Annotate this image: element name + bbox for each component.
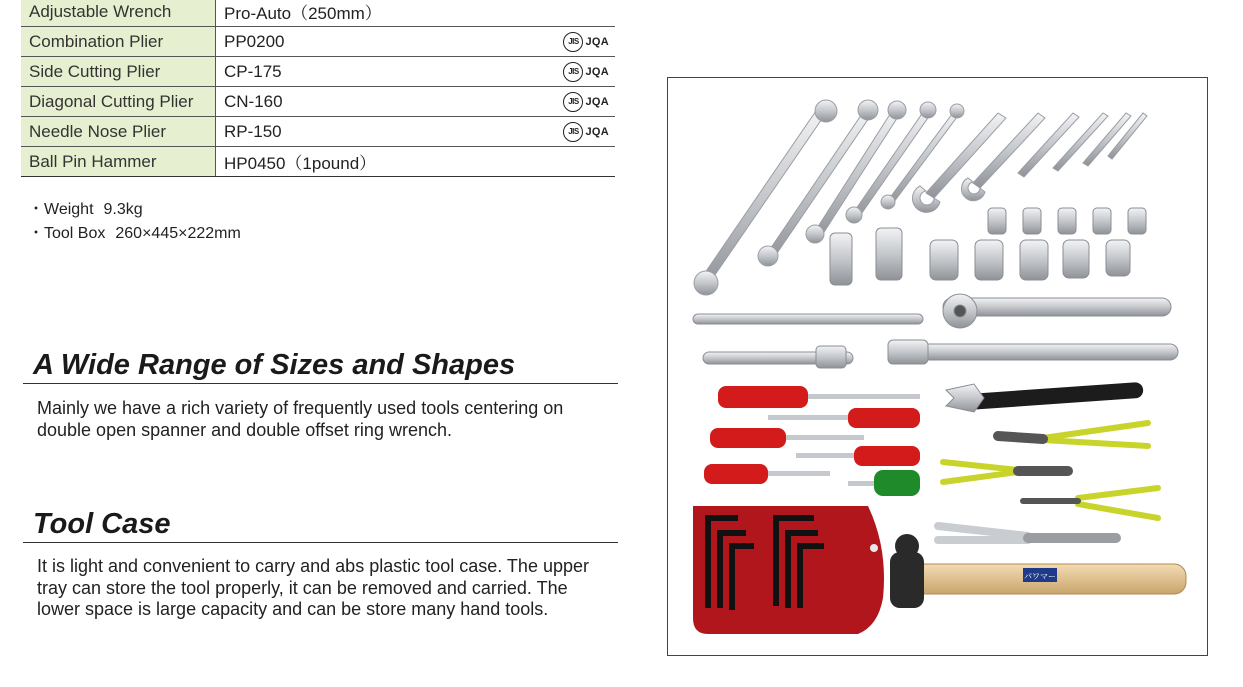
- ratchet-and-bars: [693, 294, 1178, 368]
- tool-name: Adjustable Wrench: [21, 0, 216, 27]
- hammer-label: パワマー: [1024, 572, 1056, 581]
- hex-key-pouch: [693, 506, 884, 634]
- weight-label: ・Weight: [28, 201, 94, 218]
- tool-name: Side Cutting Plier: [21, 57, 216, 87]
- toolbox-value: 260×445×222mm: [115, 225, 241, 242]
- case-section-rule: [23, 542, 618, 543]
- spec-bullets: [28, 198, 241, 246]
- toolbox-label: ・Tool Box: [28, 225, 106, 242]
- spec-row: [21, 0, 615, 27]
- tool-model-cell: [216, 147, 616, 177]
- socket: [1058, 208, 1076, 234]
- open-spanner-3: [1018, 113, 1079, 177]
- tool-model: RP-150: [224, 121, 282, 141]
- range-section-title: A Wide Range of Sizes and Shapes: [33, 349, 516, 381]
- screwdriver-red-2: [768, 408, 920, 428]
- tool-name: Diagonal Cutting Plier: [21, 87, 216, 117]
- screwdriver-green: [848, 470, 920, 496]
- ring-wrench-set: [694, 100, 964, 295]
- weight-value: 9.3kg: [103, 201, 143, 218]
- spec-row: [21, 117, 615, 147]
- screwdriver-red-4: [796, 446, 920, 466]
- needle-nose-plier: [1023, 488, 1158, 518]
- jis-mark-icon: JIS: [563, 32, 583, 52]
- tool-model-cell: [216, 0, 616, 27]
- socket: [988, 208, 1006, 234]
- tool-name: Ball Pin Hammer: [21, 147, 216, 177]
- socket: [1023, 208, 1041, 234]
- ratchet-handle: [943, 294, 1171, 328]
- jis-jqa-certification: [563, 32, 609, 52]
- case-section-title: Tool Case: [33, 508, 171, 540]
- jis-jqa-certification: [563, 62, 609, 82]
- extension-bar-long: [693, 314, 923, 324]
- tool-set-illustration: [668, 78, 1207, 655]
- extension-bar-short: [703, 346, 853, 368]
- tool-model: Pro-Auto（250mm）: [224, 4, 382, 23]
- socket-universal-joint: [830, 233, 852, 285]
- spec-row: [21, 87, 615, 117]
- jqa-mark: JQA: [585, 65, 609, 78]
- jqa-mark: JQA: [585, 125, 609, 138]
- socket: [1128, 208, 1146, 234]
- diagonal-cutting-plier: [938, 526, 1116, 540]
- deep-socket: [876, 228, 902, 280]
- screwdriver-red-1: [718, 386, 920, 408]
- tool-model-cell: [216, 87, 616, 117]
- screwdriver-red-5: [704, 464, 830, 484]
- socket: [1093, 208, 1111, 234]
- jis-jqa-certification: [563, 122, 609, 142]
- ball-pin-hammer: [890, 534, 1186, 608]
- flex-handle: [888, 340, 1178, 364]
- spec-table: [21, 0, 615, 177]
- toolbox-line: [28, 222, 241, 246]
- spec-row: [21, 57, 615, 87]
- tool-model: CP-175: [224, 61, 282, 81]
- jqa-mark: JQA: [585, 35, 609, 48]
- tool-model-cell: [216, 117, 616, 147]
- socket: [1020, 240, 1048, 280]
- socket: [975, 240, 1003, 280]
- tool-model: CN-160: [224, 91, 283, 111]
- combination-plier: [998, 423, 1148, 446]
- tool-model-cell: [216, 27, 616, 57]
- socket-set: [830, 208, 1146, 285]
- screwdriver-red-3: [710, 428, 864, 448]
- tool-name: Needle Nose Plier: [21, 117, 216, 147]
- jis-mark-icon: JIS: [563, 92, 583, 112]
- case-section-text: It is light and convenient to carry and abs plastic tool case. The upper tray can store the tool properly, it can be removed and carried. The lower space is large capacity and can be store many hand tools.: [37, 556, 589, 619]
- weight-line: [28, 198, 241, 222]
- tool-set-photo: [667, 77, 1208, 656]
- jis-mark-icon: JIS: [563, 62, 583, 82]
- side-cutting-plier: [943, 462, 1068, 482]
- range-section-rule: [23, 383, 618, 384]
- socket: [1106, 240, 1130, 276]
- plier-set: [938, 423, 1158, 540]
- screwdriver-set: [704, 386, 920, 496]
- tool-model: HP0450（1pound）: [224, 154, 377, 173]
- range-section-text: Mainly we have a rich variety of frequently used tools centering on double open spanner and double offset ring wrench.: [37, 398, 564, 440]
- spec-row: [21, 147, 615, 177]
- tool-model-cell: [216, 57, 616, 87]
- open-spanner-4: [1053, 113, 1108, 171]
- jis-mark-icon: JIS: [563, 122, 583, 142]
- jis-jqa-certification: [563, 92, 609, 112]
- socket: [1063, 240, 1089, 278]
- jqa-mark: JQA: [585, 95, 609, 108]
- spec-row: [21, 27, 615, 57]
- tool-model: PP0200: [224, 31, 285, 51]
- socket: [930, 240, 958, 280]
- adjustable-wrench: [946, 382, 1144, 412]
- tool-name: Combination Plier: [21, 27, 216, 57]
